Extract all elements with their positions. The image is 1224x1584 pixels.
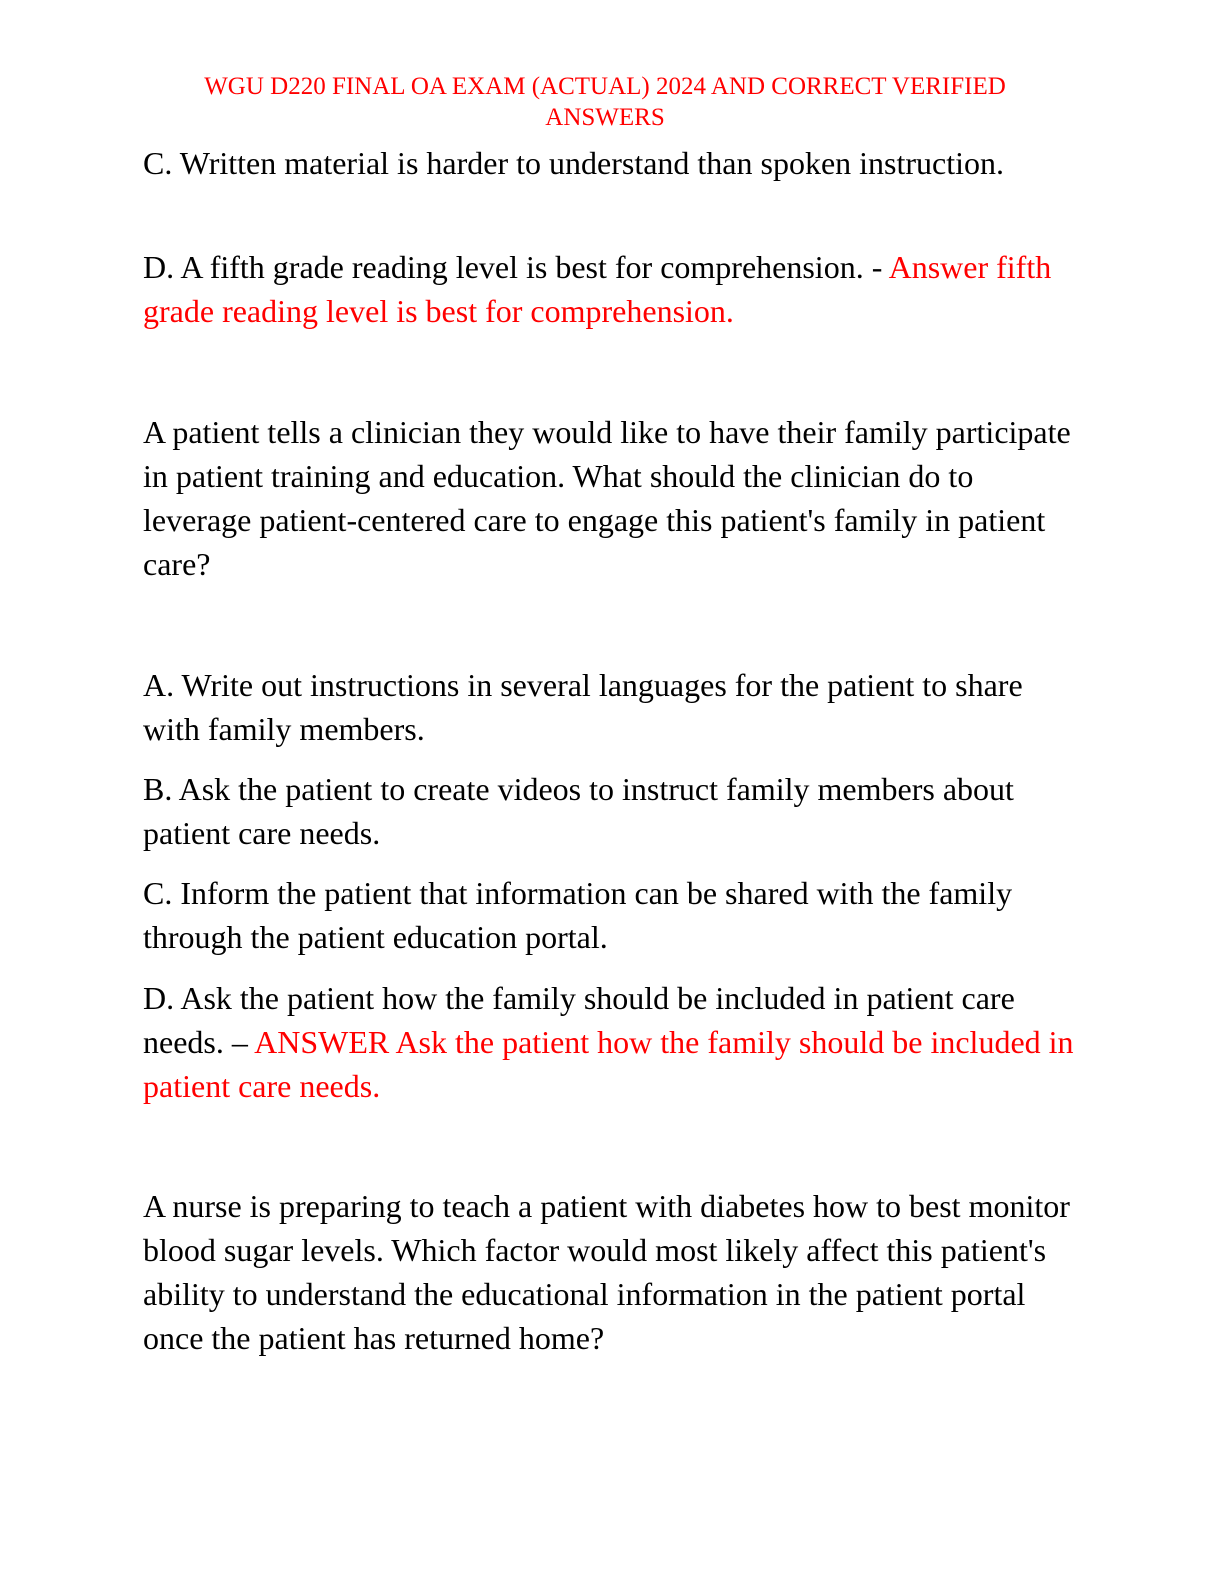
document-header <box>100 71 1110 133</box>
option-text: D. A fifth grade reading level is best for comprehension. - <box>143 249 883 285</box>
header-title-line-2: ANSWERS <box>545 104 665 131</box>
answer-text: ANSWER Ask the patient how the family should be included in patient care needs. <box>143 1024 1074 1104</box>
family-option-a <box>143 663 1083 751</box>
option-text: B. Ask the patient to create videos to instruct family members about patient care needs. <box>143 771 1014 851</box>
option-text: D. Ask the patient how the family should be included in patient care needs. – <box>143 980 1015 1060</box>
prev-option-c <box>143 141 1083 185</box>
option-text: C. Written material is harder to understand than spoken instruction. <box>143 145 1005 181</box>
family-option-b <box>143 767 1083 855</box>
header-title-line-1: WGU D220 FINAL OA EXAM (ACTUAL) 2024 AND CORRECT VERIFIED <box>204 73 1006 100</box>
option-with-answer <box>143 245 1083 333</box>
question-text: A patient tells a clinician they would like to have their family participate in patient training and education. What should the clinician do to leverage patient-centered care to engage this patient's family in patient care? <box>143 414 1071 582</box>
family-option-c <box>143 871 1083 959</box>
option-text: A. Write out instructions in several languages for the patient to share with family members. <box>143 667 1023 747</box>
prev-option-d <box>143 245 1083 333</box>
option-text: C. Inform the patient that information can be shared with the family through the patient education portal. <box>143 875 1013 955</box>
question-text: A nurse is preparing to teach a patient with diabetes how to best monitor blood sugar levels. Which factor would most likely affect this patient's ability to understand the educational information in the patient portal once the patient has returned home? <box>143 1188 1070 1356</box>
family-question <box>143 410 1083 586</box>
answer-text: Answer fifth grade reading level is best for comprehension. <box>143 249 1052 329</box>
option-with-answer <box>143 976 1083 1108</box>
family-option-d <box>143 976 1083 1108</box>
diabetes-question <box>143 1184 1083 1360</box>
